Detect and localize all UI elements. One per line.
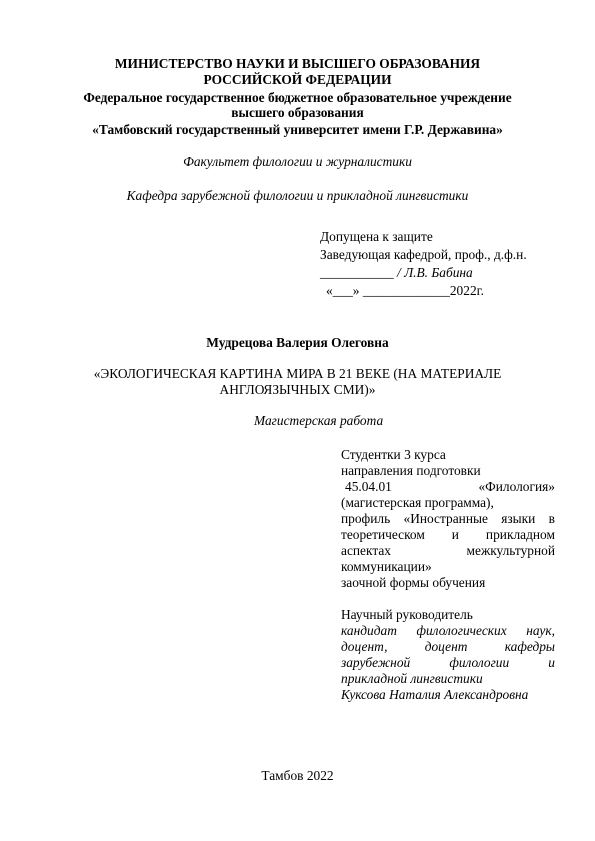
supervisor-line [341, 623, 555, 639]
head-of-department-name: / Л.В. Бабина [393, 265, 473, 280]
supervisor-line: прикладной лингвистики [341, 671, 483, 686]
student-block [341, 447, 555, 591]
signature-line: ___________ [320, 265, 394, 280]
word: аспектах [341, 543, 391, 558]
approval-date: «___» _____________2022г. [326, 283, 484, 298]
student-line [341, 479, 555, 495]
student-line [341, 527, 555, 543]
student-line: заочной формы обучения [341, 575, 486, 590]
word: филологии [449, 655, 510, 670]
word: зарубежной [341, 655, 411, 670]
institution-line-2: высшего образования [231, 105, 364, 120]
word: и [451, 527, 459, 542]
approval-block [320, 229, 527, 301]
supervisor-line [341, 655, 555, 671]
word: наук, [526, 623, 555, 638]
city-year: Тамбов 2022 [261, 768, 334, 783]
word: доцент, [341, 639, 388, 654]
author-name: Мудрецова Валерия Олеговна [206, 335, 389, 350]
institution-line-1: Федеральное государственное бюджетное образовательное учреждение [83, 90, 512, 105]
student-line: направления подготовки [341, 463, 481, 478]
word: в [548, 511, 555, 526]
approval-line-1: Допущена к защите [320, 229, 433, 244]
supervisor-label: Научный руководитель [341, 607, 473, 622]
work-type: Магистерская работа [254, 413, 384, 428]
word: и [548, 655, 555, 670]
ministry-line-2: РОССИЙСКОЙ ФЕДЕРАЦИИ [203, 72, 392, 87]
word: прикладном [485, 527, 555, 542]
thesis-title-line-1: «ЭКОЛОГИЧЕСКАЯ КАРТИНА МИРА В 21 ВЕКЕ (НА МАТЕРИАЛЕ [93, 366, 502, 381]
approval-line-2: Заведующая кафедрой, проф., д.ф.н. [320, 247, 527, 262]
student-line: Студентки 3 курса [341, 447, 446, 462]
supervisor-block [341, 607, 555, 703]
supervisor-name: Куксова Наталия Александровна [341, 687, 529, 702]
student-line: (магистерская программа), [341, 495, 494, 510]
program-name: «Филология» [478, 479, 555, 494]
word: межкультурной [466, 543, 555, 558]
ministry-line-1: МИНИСТЕРСТВО НАУКИ И ВЫСШЕГО ОБРАЗОВАНИЯ [114, 56, 481, 71]
word: кандидат [341, 623, 397, 638]
student-line [341, 543, 555, 559]
university-name: «Тамбовский государственный университет имени Г.Р. Державина» [92, 122, 503, 137]
word: кафедры [504, 639, 555, 654]
student-line: коммуникации» [341, 559, 432, 574]
word: доцент [424, 639, 468, 654]
word: «Иностранные [403, 511, 488, 526]
thesis-title-line-2: АНГЛОЯЗЫЧНЫХ СМИ)» [219, 382, 376, 397]
word: филологических [416, 623, 507, 638]
word: профиль [341, 511, 391, 526]
program-code: 45.04.01 [345, 479, 392, 494]
faculty-name: Факультет филологии и журналистики [183, 154, 412, 169]
supervisor-line [341, 639, 555, 655]
word: языки [501, 511, 536, 526]
department-name: Кафедра зарубежной филологии и прикладной лингвистики [126, 188, 469, 203]
approval-signature-row [320, 265, 527, 283]
word: теоретическом [341, 527, 425, 542]
student-line [341, 511, 555, 527]
